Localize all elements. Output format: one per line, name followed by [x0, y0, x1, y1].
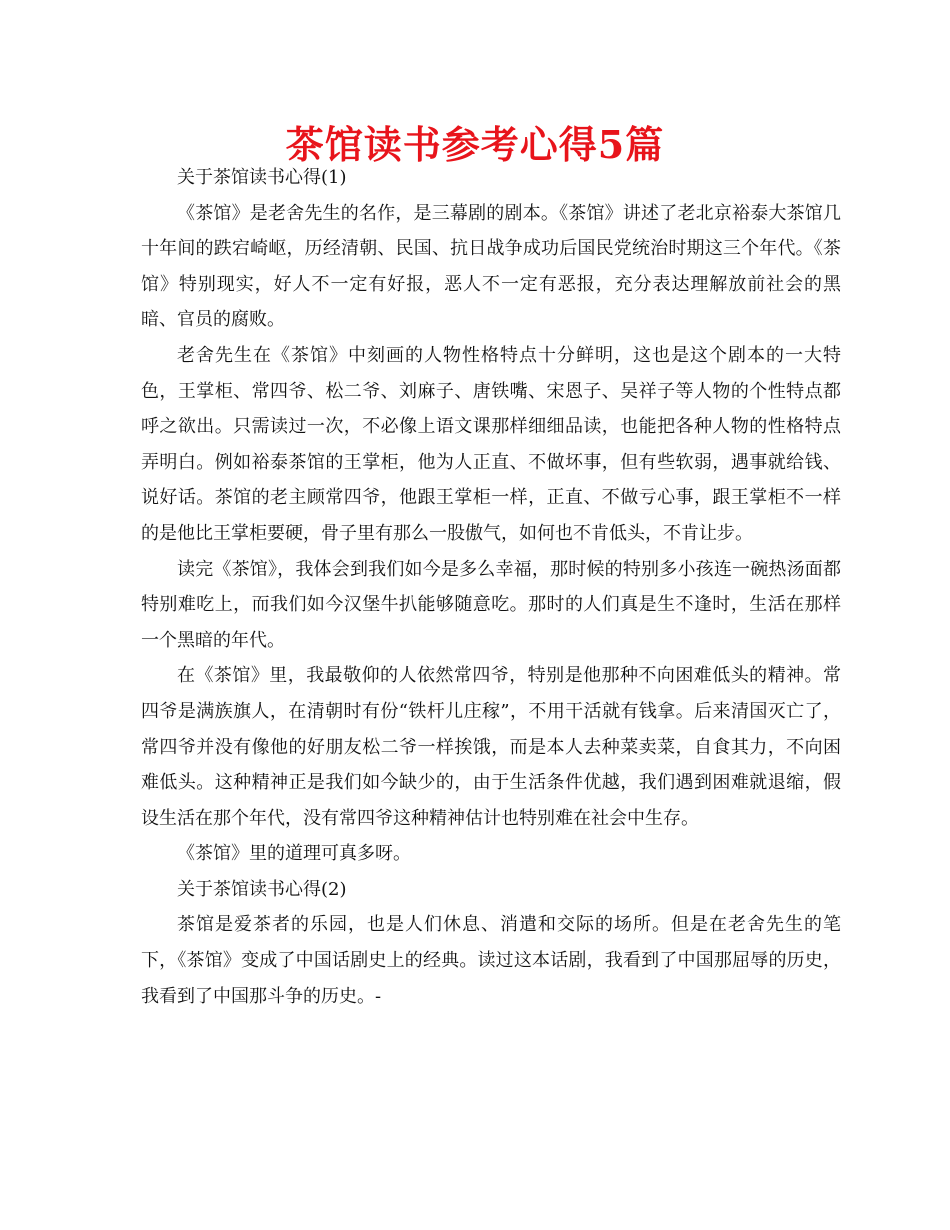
paragraph: 茶馆是爱茶者的乐园，也是人们休息、消遣和交际的场所。但是在老舍先生的笔下，《茶馆》变成了中国话剧史上的经典。读过这本话剧，我看到了中国那屈辱的历史，我看到了中国那斗争的历史。-: [141, 914, 841, 1007]
section-heading-2: 关于茶馆读书心得(2): [177, 878, 347, 900]
paragraph: 《茶馆》是老舍先生的名作，是三幕剧的剧本。《茶馆》讲述了老北京裕泰大茶馆几十年间的跌宕崎岖，历经清朝、民国、抗日战争成功后国民党统治时期这三个年代。《茶馆》特别现实，好人不一定有好报，恶人不一定有恶报，充分表达理解放前社会的黑暗、官员的腐败。: [141, 202, 841, 331]
document-title: 茶馆读书参考心得5篇: [285, 122, 665, 167]
paragraph: 读完《茶馆》，我体会到我们如今是多么幸福，那时候的特别多小孩连一碗热汤面都特别难吃上，而我们如今汉堡牛扒能够随意吃。那时的人们真是生不逢时，生活在那样一个黑暗的年代。: [141, 558, 841, 651]
paragraph: 老舍先生在《茶馆》中刻画的人物性格特点十分鲜明，这也是这个剧本的一大特色，王掌柜、常四爷、松二爷、刘麻子、唐铁嘴、宋恩子、吴祥子等人物的个性特点都呼之欲出。只需读过一次，不必像上语文课那样细细品读，也能把各种人物的性格特点弄明白。例如裕泰茶馆的王掌柜，他为人正直、不做坏事，但有些软弱，遇事就给钱、说好话。茶馆的老主顾常四爷，他跟王掌柜一样，正直、不做亏心事，跟王掌柜不一样的是他比王掌柜要硬，骨子里有那么一股傲气，如何也不肯低头，不肯让步。: [141, 344, 841, 544]
section-heading-1: 关于茶馆读书心得(1): [177, 167, 347, 188]
document-body: [141, 160, 841, 1014]
paragraph: 在《茶馆》里，我最敬仰的人依然常四爷，特别是他那种不向困难低头的精神。常四爷是满族旗人，在清朝时有份“铁杆儿庄稼”，不用干活就有钱拿。后来清国灭亡了，常四爷并没有像他的好朋友松二爷一样挨饿，而是本人去种菜卖菜，自食其力，不向困难低头。这种精神正是我们如今缺少的，由于生活条件优越，我们遇到困难就退缩，假设生活在那个年代，没有常四爷这种精神估计也特别难在社会中生存。: [141, 665, 841, 829]
paragraph: 《茶馆》里的道理可真多呀。: [177, 843, 411, 865]
